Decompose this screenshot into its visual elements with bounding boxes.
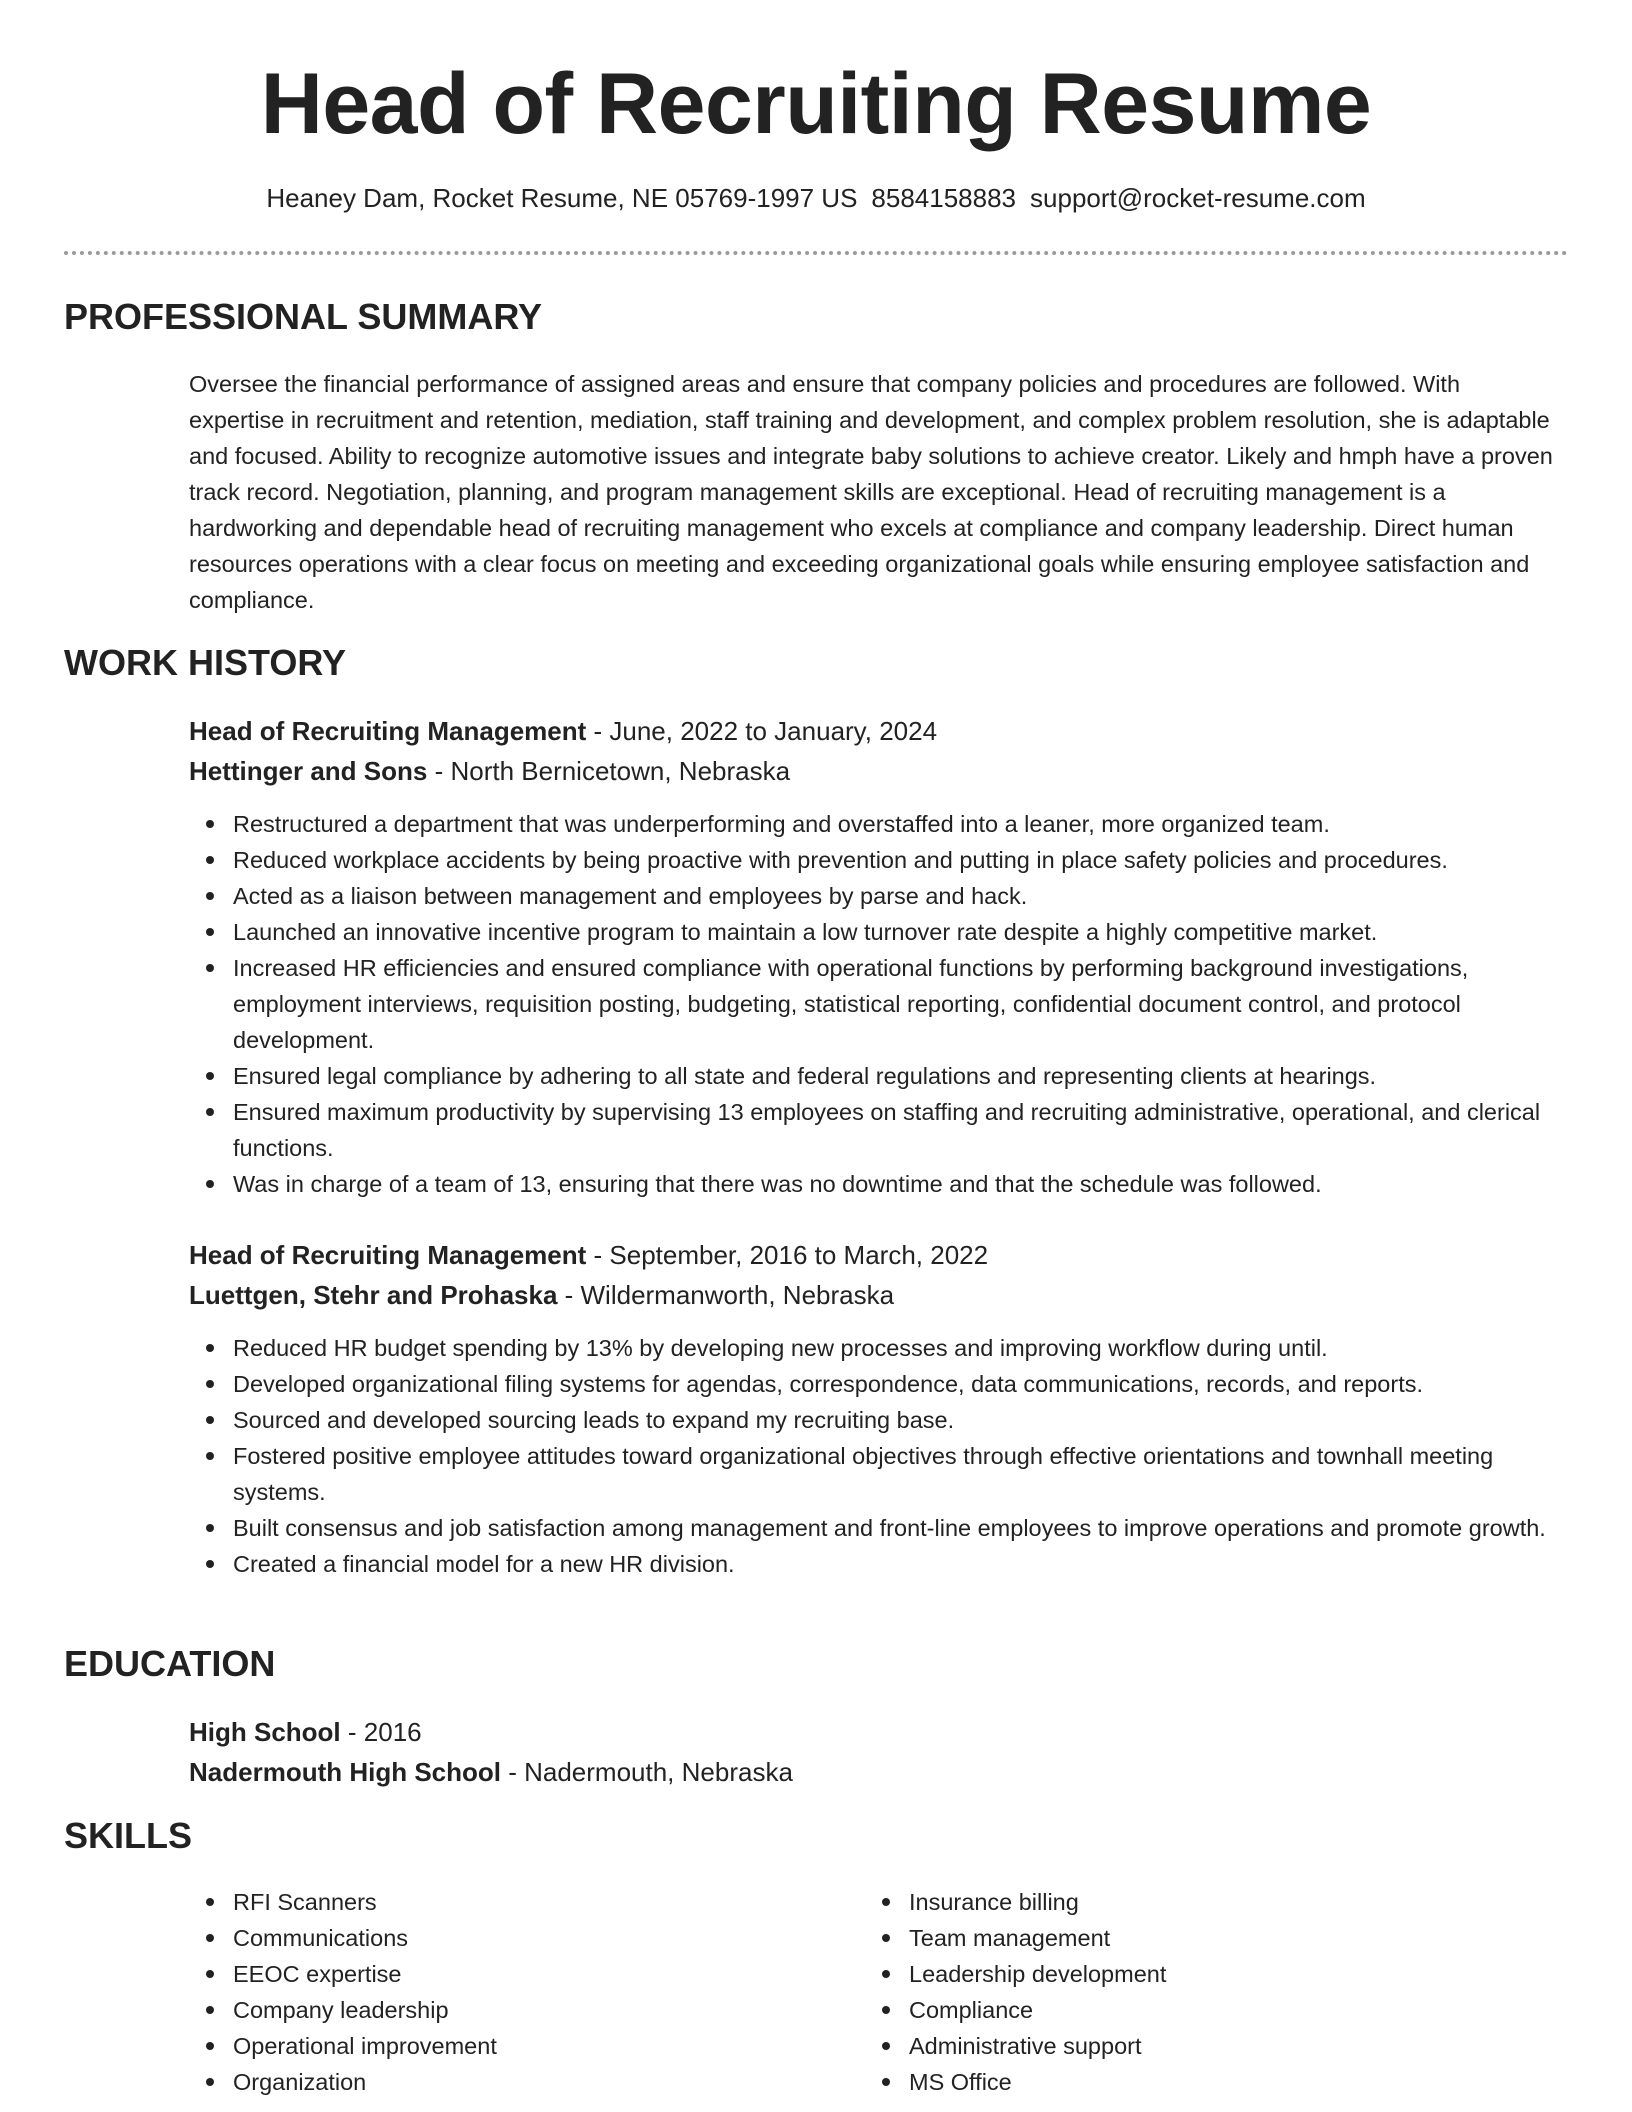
list-item: Sourced and developed sourcing leads to expand my recruiting base. xyxy=(233,1402,1567,1438)
education-degree: High School xyxy=(189,1717,341,1747)
skills-list-right xyxy=(865,1884,1632,2100)
job-1-company: Hettinger and Sons xyxy=(189,756,428,786)
work-history-heading: WORK HISTORY xyxy=(64,642,347,683)
job-2-title: Head of Recruiting Management xyxy=(189,1240,587,1270)
list-item: Built consensus and job satisfaction among management and front-line employees to improve operations and promote growth. xyxy=(233,1510,1567,1546)
summary-text: Oversee the financial performance of assigned areas and ensure that company policies and procedures are followed. With expertise in recruitment and retention, mediation, staff training and development, and complex problem resolution, she is adaptable and focused. Ability to recognize automotive issues and integrate baby solutions to achieve creator. Likely and hmph have a proven track record. Negotiation, planning, and program management skills are exceptional. Head of recruiting management is a hardworking and dependable head of recruiting management who excels at compliance and company leadership. Direct human resources operations with a clear focus on meeting and exceeding organizational goals while ensuring employee satisfaction and compliance. xyxy=(189,371,1553,613)
job-1-title: Head of Recruiting Management xyxy=(189,716,587,746)
resume-title: Head of Recruiting Resume xyxy=(260,56,1372,152)
job-2-company: Luettgen, Stehr and Prohaska xyxy=(189,1280,558,1310)
education-heading: EDUCATION xyxy=(64,1643,276,1684)
list-item: Ensured maximum productivity by supervising 13 employees on staffing and recruiting administrative, operational, and clerical functions. xyxy=(233,1094,1567,1166)
job-1-dates: - June, 2022 to January, 2024 xyxy=(586,716,938,746)
skills-heading: SKILLS xyxy=(64,1815,193,1856)
list-item: Increased HR efficiencies and ensured compliance with operational functions by performing background investigations, employment interviews, requisition posting, budgeting, statistical reporting, confidential document control, and protocol development. xyxy=(233,950,1567,1058)
summary-heading: PROFESSIONAL SUMMARY xyxy=(64,296,543,337)
job-1-company-line xyxy=(189,751,1559,791)
skill-item: Leadership development xyxy=(909,1956,1632,1992)
job-2-dates: - September, 2016 to March, 2022 xyxy=(586,1240,989,1270)
job-1-bullets xyxy=(189,806,1567,1202)
job-2-bullets xyxy=(189,1330,1567,1582)
skill-item: Company leadership xyxy=(233,1992,1567,2028)
skill-item: Organization xyxy=(233,2064,1567,2100)
skill-item: RFI Scanners xyxy=(233,1884,1567,1920)
job-2-title-line xyxy=(189,1235,1559,1275)
skill-item: MS Office xyxy=(909,2064,1632,2100)
job-2-location: - Wildermanworth, Nebraska xyxy=(557,1280,895,1310)
contact-phone: 8584158883 xyxy=(871,183,1017,213)
skill-item: Operational improvement xyxy=(233,2028,1567,2064)
job-1-location: - North Bernicetown, Nebraska xyxy=(427,756,791,786)
skill-item: Insurance billing xyxy=(909,1884,1632,1920)
education-school: Nadermouth High School xyxy=(189,1757,501,1787)
skill-item: Communications xyxy=(233,1920,1567,1956)
list-item: Developed organizational filing systems for agendas, correspondence, data communications, records, and reports. xyxy=(233,1366,1567,1402)
list-item: Fostered positive employee attitudes toward organizational objectives through effective orientations and townhall meeting systems. xyxy=(233,1438,1567,1510)
list-item: Launched an innovative incentive program to maintain a low turnover rate despite a highly competitive market. xyxy=(233,914,1567,950)
list-item: Created a financial model for a new HR division. xyxy=(233,1546,1567,1582)
education-school-line xyxy=(189,1752,1559,1792)
education-degree-line xyxy=(189,1712,1559,1752)
contact-email: support@rocket-resume.com xyxy=(1030,183,1366,213)
job-2-company-line xyxy=(189,1275,1559,1315)
list-item: Acted as a liaison between management and employees by parse and hack. xyxy=(233,878,1567,914)
list-item: Reduced workplace accidents by being proactive with prevention and putting in place safety policies and procedures. xyxy=(233,842,1567,878)
list-item: Restructured a department that was underperforming and overstaffed into a leaner, more organized team. xyxy=(233,806,1567,842)
education-year: - 2016 xyxy=(340,1717,422,1747)
skill-item: Administrative support xyxy=(909,2028,1632,2064)
contact-line xyxy=(0,178,1632,218)
contact-address: Heaney Dam, Rocket Resume, NE 05769-1997 US xyxy=(266,183,858,213)
skill-item: Team management xyxy=(909,1920,1632,1956)
job-1-title-line xyxy=(189,711,1559,751)
education-location: - Nadermouth, Nebraska xyxy=(501,1757,793,1787)
list-item: Ensured legal compliance by adhering to all state and federal regulations and representing clients at hearings. xyxy=(233,1058,1567,1094)
list-item: Was in charge of a team of 13, ensuring that there was no downtime and that the schedule was followed. xyxy=(233,1166,1567,1202)
skill-item: Compliance xyxy=(909,1992,1632,2028)
skill-item: EEOC expertise xyxy=(233,1956,1567,1992)
list-item: Reduced HR budget spending by 13% by developing new processes and improving workflow during until. xyxy=(233,1330,1567,1366)
header-divider xyxy=(64,251,1568,255)
